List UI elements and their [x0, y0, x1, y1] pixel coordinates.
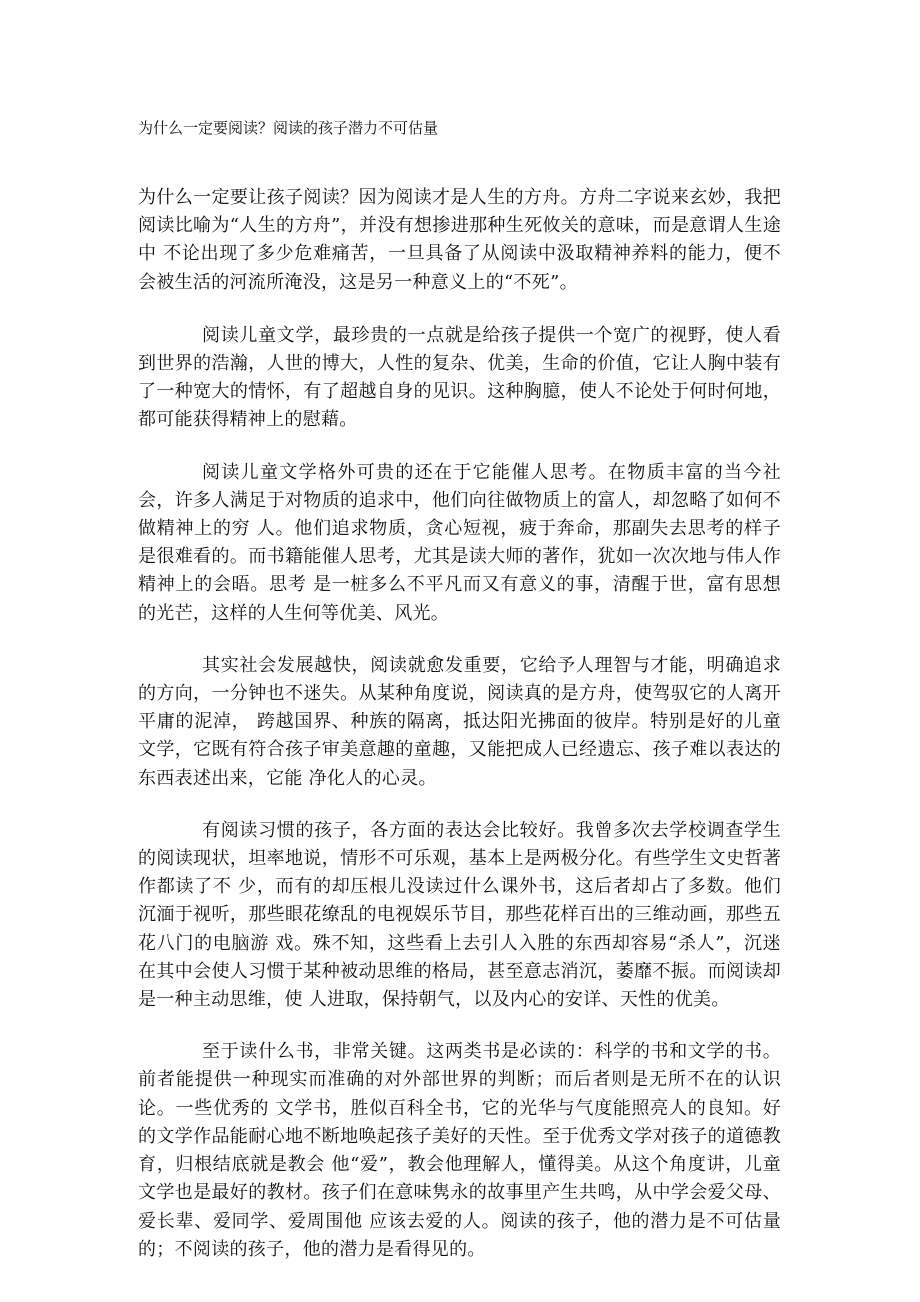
paragraph-6: 至于读什么书，非常关键。这两类书是必读的：科学的书和文学的书。前者能提供一种现实而准确的对外部世界的判断；而后者则是无所不在的认识论。一些优秀的 文学书，胜似百科全书，它的光华与气度能照亮人的良知。好的文学作品能耐心地不断地唤起孩子美好的天性。至于优秀文学对孩子的道德教育，归根结底就是教会 他“爱”，教会他理解人，懂得美。从这个角度讲，儿童文学也是最好的教材。孩子们在意味隽永的故事里产生共鸣，从中学会爱父母、爱长辈、爱同学、爱周围他 应该去爱的人。阅读的孩子，他的潜力是不可估量的；不阅读的孩子，他的潜力是看得见的。	[138, 1041, 781, 1260]
paragraph-3: 阅读儿童文学格外可贵的还在于它能催人思考。在物质丰富的当今社会，许多人满足于对物质的追求中，他们向往做物质上的富人，却忽略了如何不做精神上的穷 人。他们追求物质，贪心短视，疲于奔命，那副失去思考的样子是很难看的。而书籍能催人思考，尤其是读大师的著作，犹如一次次地与伟人作精神上的会晤。思考 是一桩多么不平凡而又有意义的事，清醒于世，富有思想的光芒，这样的人生何等优美、风光。	[138, 461, 781, 624]
paragraph-4: 其实社会发展越快，阅读就愈发重要，它给予人理智与才能，明确追求的方向，一分钟也不迷失。从某种角度说，阅读真的是方舟，使驾驭它的人离开平庸的泥淖， 跨越国界、种族的隔离，抵达阳光拂面的彼岸。特别是好的儿童文学，它既有符合孩子审美意趣的童趣，又能把成人已经遗忘、孩子难以表达的东西表述出来，它能 净化人的心灵。	[138, 654, 781, 789]
paragraph-5: 有阅读习惯的孩子，各方面的表达会比较好。我曾多次去学校调查学生的阅读现状，坦率地说，情形不可乐观，基本上是两极分化。有些学生文史哲著作都读了不 少，而有的却压根儿没读过什么课外书，这后者却占了多数。他们沉湎于视听，那些眼花缭乱的电视娱乐节目，那些花样百出的三维动画，那些五花八门的电脑游 戏。殊不知，这些看上去引人入胜的东西却容易“杀人”，沉迷在其中会使人习惯于某种被动思维的格局，甚至意志消沉，萎靡不振。而阅读却是一种主动思维，使 人进取，保持朝气，以及内心的安详、天性的优美。	[138, 819, 781, 1011]
document-title: 为什么一定要阅读？阅读的孩子潜力不可估量	[138, 119, 439, 137]
article-body	[138, 184, 781, 1288]
paragraph-2: 阅读儿童文学，最珍贵的一点就是给孩子提供一个宽广的视野，使人看到世界的浩瀚，人世的博大，人性的复杂、优美，生命的价值，它让人胸中装有了一种宽大的情怀，有了超越自身的见识。这种胸臆，使人不论处于何时何地，都可能获得精神上的慰藉。	[138, 324, 781, 431]
paragraph-1: 为什么一定要让孩子阅读？因为阅读才是人生的方舟。方舟二字说来玄妙，我把阅读比喻为“人生的方舟”，并没有想掺进那种生死攸关的意味，而是意谓人生途中 不论出现了多少危难痛苦，一旦具备了从阅读中汲取精神养料的能力，便不会被生活的河流所淹没，这是另一种意义上的“不死”。	[138, 187, 781, 293]
